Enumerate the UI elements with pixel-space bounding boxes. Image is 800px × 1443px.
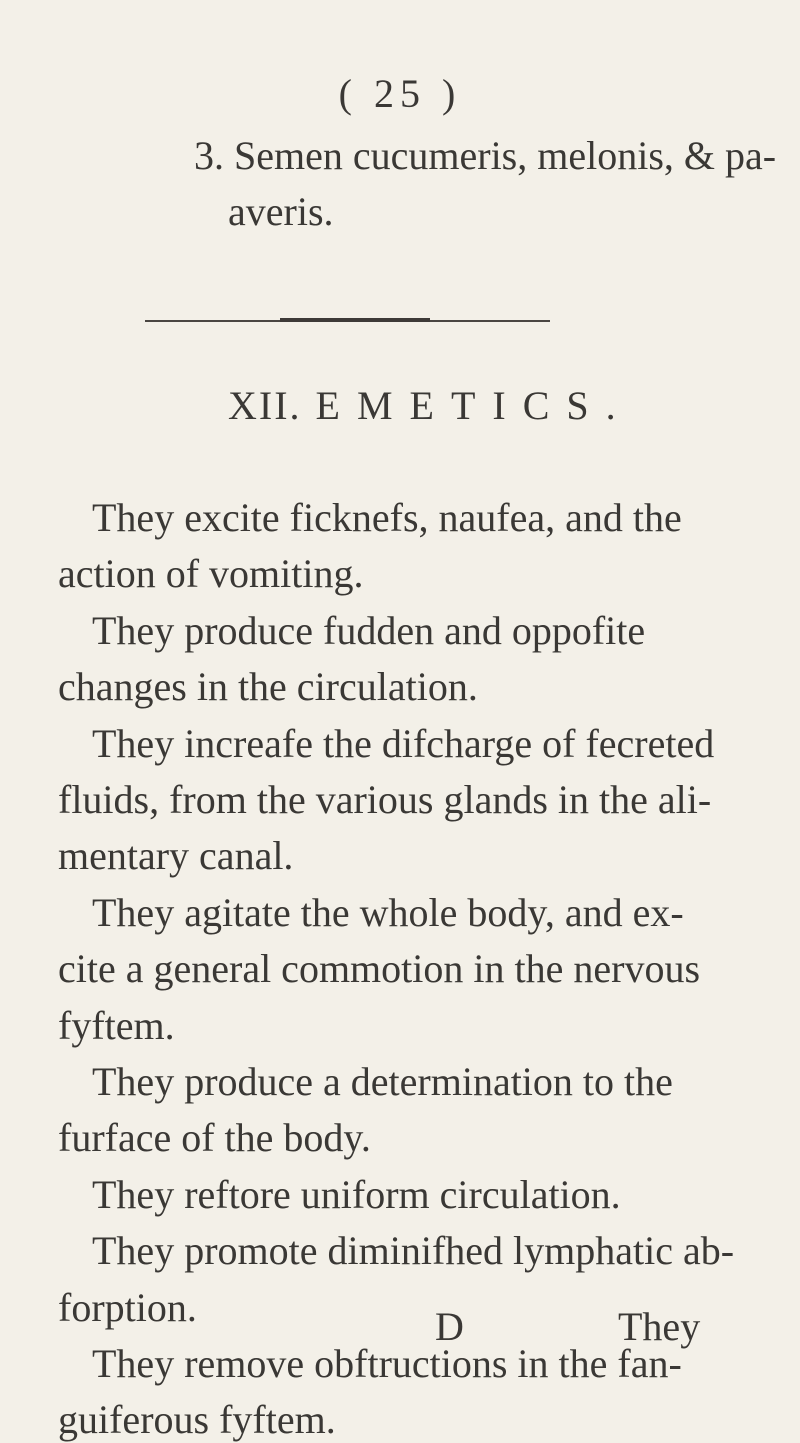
section-heading: [228, 382, 633, 429]
paragraph-line: fyftem.: [58, 1002, 175, 1048]
section-title: EMETICS.: [315, 383, 633, 428]
paragraph-line: forption.: [58, 1284, 197, 1330]
paragraph-line: They promote diminifhed lymphatic ab-: [92, 1228, 735, 1274]
page-number: ( 25 ): [338, 71, 462, 116]
paragraph-line: They agitate the whole body, and ex-: [92, 889, 684, 935]
section-numeral: XII.: [228, 383, 302, 428]
catchword: They: [618, 1304, 701, 1349]
paragraph-line: They produce fudden and oppofite: [92, 607, 646, 653]
paragraph-line: They produce a determination to the: [92, 1059, 673, 1104]
section-divider-thick: [280, 318, 430, 322]
paragraph-line: furface of the body.: [58, 1115, 371, 1161]
item-3-line-2: averis.: [228, 189, 334, 234]
paragraph-line: guiferous fyftem.: [58, 1397, 336, 1443]
paragraph-line: They remove obftructions in the fan-: [92, 1341, 682, 1386]
paragraph-line: They reftore uniform circulation.: [92, 1171, 621, 1217]
paragraph-line: They increafe the difcharge of fecreted: [92, 720, 715, 766]
paragraph-line: changes in the circulation.: [58, 664, 478, 710]
signature-mark: D: [435, 1304, 464, 1349]
paragraph-line: They excite ficknefs, naufea, and the: [92, 495, 682, 540]
paragraph-line: mentary canal.: [58, 833, 294, 879]
paragraph-line: cite a general commotion in the nervous: [58, 946, 701, 992]
item-3-line-1: 3. Semen cucumeris, melonis, & pa-: [194, 133, 777, 178]
list-item-3: [194, 128, 777, 240]
paragraph-line: fluids, from the various glands in the ali-: [58, 777, 712, 822]
paragraph-line: action of vomiting.: [58, 551, 364, 597]
